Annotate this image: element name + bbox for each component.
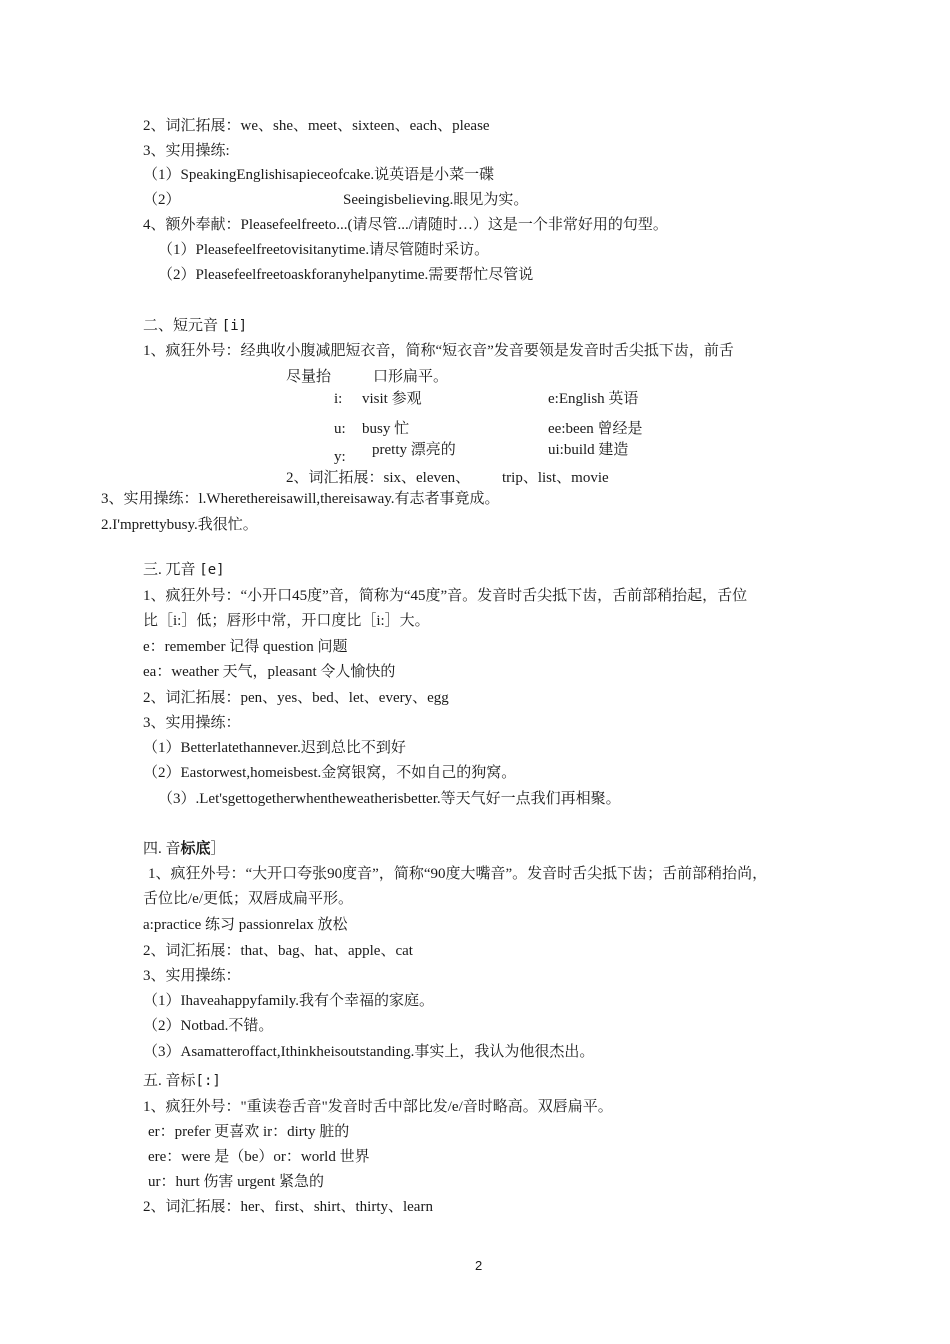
section-3-practice-heading: 3、实用操练： xyxy=(143,715,241,731)
section-5-spelling-er-ir: er：prefer 更喜欢 ir：dirty 脏的 xyxy=(148,1124,350,1140)
section-3-heading xyxy=(143,560,225,580)
section-4-title-bracket: ］ xyxy=(210,841,226,857)
section-2-heading xyxy=(143,316,247,336)
section-2-vocab-part-1: 2、词汇拓展：six、eleven、 xyxy=(286,470,471,486)
section-3-nickname-continued: 比［i:］低；唇形中常，开口度比［i:］大。 xyxy=(143,613,430,629)
section-4-vocab-line: 2、词汇拓展：that、bag、hat、apple、cat xyxy=(143,943,413,959)
section-5-nickname-line: 1、疯狂外号："重读卷舌音"发音时舌中部比发/e/音时略高。双唇扁平。 xyxy=(143,1099,613,1115)
section-2-nickname-line: 1、疯狂外号：经典收小腹减肥短衣音，简称“短衣音”发音要领是发音时舌尖抵下齿，前舌 xyxy=(143,343,734,359)
spelling-i-example: visit 参观 xyxy=(362,391,422,407)
section-3-practice-3: （3）.Let'sgettogetherwhentheweatherisbetter.等天气好一点我们再相聚。 xyxy=(158,791,621,807)
section-2-vocab-part-2: trip、list、movie xyxy=(502,470,609,486)
section-4-title: 四. 音 xyxy=(143,841,181,857)
section-2-nickname-continued: 尽量抬 xyxy=(286,369,332,385)
page-number: 2 xyxy=(475,1258,483,1273)
section-5-spelling-ere-or: ere：were 是（be）or：world 世界 xyxy=(148,1149,370,1165)
practice-item-2-number: （2） xyxy=(143,192,181,208)
vocab-extension-line: 2、词汇拓展：we、she、meet、sixteen、each、please xyxy=(143,118,490,134)
section-5-vocab-line: 2、词汇拓展：her、first、shirt、thirty、learn xyxy=(143,1199,433,1215)
section-4-practice-3: （3）Asamatteroffact,Ithinkheisoutstanding.事实上，我认为他很杰出。 xyxy=(143,1044,595,1060)
bonus-line: 4、额外奉献：Pleasefeelfreeto...(请尽管.../请随时…）这是一个非常好用的句型。 xyxy=(143,217,668,233)
section-3-spelling-e: e：remember 记得 question 问题 xyxy=(143,639,348,655)
section-3-spelling-ea: ea：weather 天气，pleasant 令人愉快的 xyxy=(143,664,396,680)
spelling-e-example: e:English 英语 xyxy=(548,391,639,407)
section-5-phonetic-symbol: [:] xyxy=(195,1073,221,1089)
section-2-title: 二、短元音 xyxy=(143,318,219,334)
section-4-heading xyxy=(143,839,226,859)
practice-heading: 3、实用操练: xyxy=(143,143,230,159)
spelling-ee-example: ee:been 曾经是 xyxy=(548,421,643,437)
bonus-item-1: （1）Pleasefeelfreetovisitanytime.请尽管随时采访。 xyxy=(158,242,490,258)
section-2-practice-2: 2.I'mprettybusy.我很忙。 xyxy=(101,517,258,533)
section-3-practice-1: （1）Betterlatethannever.迟到总比不到好 xyxy=(143,740,406,756)
section-5-title: 五. 音标 xyxy=(143,1073,196,1089)
section-4-nickname-continued: 舌位比/e/更低；双唇成扁平形。 xyxy=(143,891,353,907)
spelling-u-example: busy 忙 xyxy=(362,421,410,437)
spelling-ui-example: ui:build 建造 xyxy=(548,442,629,458)
section-4-practice-heading: 3、实用操练： xyxy=(143,968,241,984)
practice-item-1: （1）SpeakingEnglishisapieceofcake.说英语是小菜一碟 xyxy=(143,167,495,183)
section-4-practice-2: （2）Notbad.不错。 xyxy=(143,1018,274,1034)
spelling-i-label: i: xyxy=(334,391,343,407)
spelling-y-example: pretty 漂亮的 xyxy=(372,442,456,458)
section-4-nickname-line: 1、疯狂外号：“大开口夸张90度音”，简称“90度大嘴音”。发音时舌尖抵下齿；舌前部稍抬尚， xyxy=(148,866,768,882)
section-4-practice-1: （1）Ihaveahappyfamily.我有个幸福的家庭。 xyxy=(143,993,435,1009)
section-3-practice-2: （2）Eastorwest,homeisbest.金窝银窝，不如自己的狗窝。 xyxy=(143,765,517,781)
spelling-y-label: y: xyxy=(334,449,346,465)
section-4-title-bold: 标底 xyxy=(180,841,211,857)
section-3-nickname-line: 1、疯狂外号：“小开口45度”音，简称为“45度”音。发音时舌尖抵下齿，舌前部稍抬起，舌位 xyxy=(143,588,748,604)
section-4-spelling-a: a:practice 练习 passionrelax 放松 xyxy=(143,917,348,933)
section-5-heading xyxy=(143,1071,221,1091)
section-2-practice-1: 3、实用操练：l.Wherethereisawill,thereisaway.有志者事竟成。 xyxy=(101,491,500,507)
section-5-spelling-ur: ur：hurt 伤害 urgent 紧急的 xyxy=(148,1174,324,1190)
practice-item-2-text: Seeingisbelieving.眼见为实。 xyxy=(343,192,529,208)
bonus-item-2: （2）Pleasefeelfreetoaskforanyhelpanytime.需要帮忙尽管说 xyxy=(158,267,534,283)
section-3-vocab-line: 2、词汇拓展：pen、yes、bed、let、every、egg xyxy=(143,690,449,706)
section-2-mouth-shape: 口形扁平。 xyxy=(373,369,449,385)
section-3-title: 三. 兀音 xyxy=(143,562,196,578)
spelling-u-label: u: xyxy=(334,421,346,437)
section-2-phonetic-symbol: [i] xyxy=(221,318,248,334)
section-3-phonetic-symbol: [e] xyxy=(199,562,225,578)
